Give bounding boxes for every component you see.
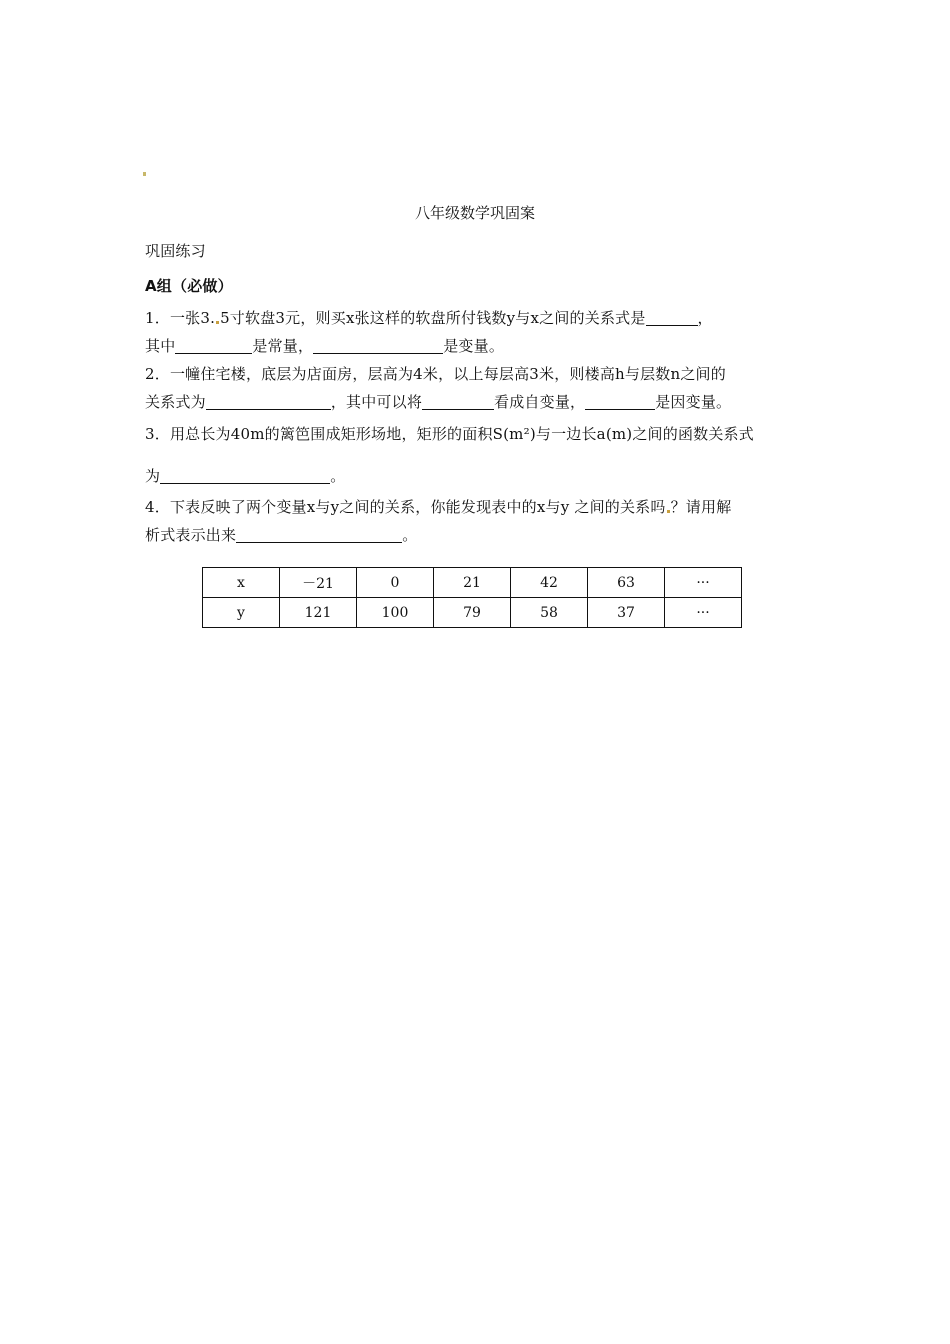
table-cell: 42	[511, 568, 588, 598]
table-cell: 21	[434, 568, 511, 598]
table-cell: ···	[665, 598, 742, 628]
table-cell: 121	[280, 598, 357, 628]
question-1-line-2: 其中 是常量， 是变量。	[145, 337, 505, 355]
table-cell: 58	[511, 598, 588, 628]
question-3-line-1: 3．用总长为40m的篱笆围成矩形场地，矩形的面积S(m²)与一边长a(m)之间的函数关系式	[145, 425, 754, 443]
question-3-line-2: 为 。	[145, 467, 346, 485]
page-title: 八年级数学巩固案	[414, 204, 535, 222]
answer-blank	[160, 467, 330, 484]
table-cell: 79	[434, 598, 511, 628]
section-heading: 巩固练习	[145, 242, 206, 260]
table-cell: 63	[588, 568, 665, 598]
xy-table	[202, 567, 742, 628]
scan-dot	[216, 321, 219, 324]
question-2-line-1: 2．一幢住宅楼，底层为店面房，层高为4米，以上每层高3米，则楼高h与层数n之间的	[145, 365, 726, 383]
table-row-x	[203, 568, 742, 598]
group-heading: A组（必做）	[145, 277, 233, 295]
table-cell: y	[203, 598, 280, 628]
answer-blank	[585, 393, 655, 410]
scan-dot	[667, 510, 670, 513]
answer-blank	[236, 526, 402, 543]
answer-blank	[646, 309, 698, 326]
answer-blank	[175, 337, 252, 354]
table-cell: 100	[357, 598, 434, 628]
scan-mark	[143, 172, 146, 176]
table-cell: ···	[665, 568, 742, 598]
question-4-line-1: 4．下表反映了两个变量x与y之间的关系，你能发现表中的x与y 之间的关系吗 ？请用解	[145, 498, 732, 516]
answer-blank	[313, 337, 443, 354]
table-cell: －21	[280, 568, 357, 598]
answer-blank	[422, 393, 494, 410]
answer-blank	[206, 393, 331, 410]
question-2-line-2: 关系式为 ，其中可以将 看成自变量， 是因变量。	[145, 393, 732, 411]
table-cell: x	[203, 568, 280, 598]
question-4-line-2: 析式表示出来 。	[145, 526, 418, 544]
table-cell: 0	[357, 568, 434, 598]
table-cell: 37	[588, 598, 665, 628]
table-row-y	[203, 598, 742, 628]
question-1-line-1: 1．一张3. 5寸软盘3元，则买x张这样的软盘所付钱数y与x之间的关系式是 ，	[145, 309, 713, 327]
